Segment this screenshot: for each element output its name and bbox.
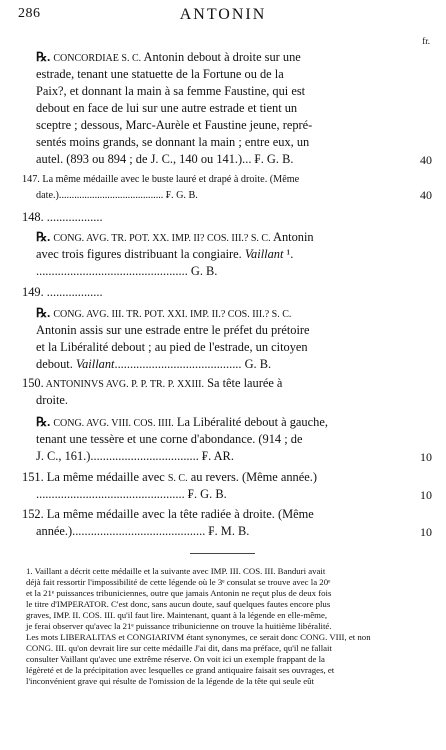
legend-text: CONG. AVG. VIII. COS. IIII.: [53, 418, 174, 429]
footnote-line: 1. Vaillant a décrit cette médaille et la suivante avec IMP. III. COS. III. Banduri avait: [26, 566, 326, 576]
reverse-symbol: ℞.: [36, 415, 51, 429]
entry-148-line-4: ................................................. G. B.: [36, 264, 218, 278]
footnote-divider: [190, 553, 255, 554]
page-title: ANTONIN: [179, 6, 267, 23]
page-number: 286: [18, 6, 41, 21]
footnote-line: et la 21ᵉ puissances tribuniciennes, outre que jamais Antonin ne reçut plus de deux fois: [26, 588, 332, 598]
entry-149-line-2: [36, 305, 291, 323]
entry-text: La Libéralité debout à gauche,: [173, 415, 328, 429]
footnote-line: Les mots LIBERALITAS et CONGIARIVM étant synonymes, ce serait donc CONG. VIII, et non: [26, 632, 371, 642]
entry-149-line-3: Antonin assis sur une estrade entre le préfet du prétoire: [36, 323, 310, 337]
entry-150-line-1: [22, 375, 282, 393]
footnote-ref: ¹.: [283, 247, 294, 261]
legend-text: CONG. AVG. III. TR. POT. XXI. IMP. II.? COS. III.? S. C.: [53, 309, 292, 320]
entry-151-line-2: ................................................ ₣. G. B.: [36, 487, 227, 501]
rarity-number: 10: [420, 450, 432, 464]
entry-text: au revers. (Même année.): [187, 470, 317, 484]
entry-text: avec trois figures distribuant la congiaire.: [36, 247, 245, 261]
rarity-number: 40: [420, 153, 432, 167]
entry-text: debout.: [36, 357, 76, 371]
entry-text: Antonin debout à droite sur une: [141, 50, 301, 64]
entry-146-line-1: [36, 49, 301, 67]
entry-149-line-1: 149. ..................: [22, 285, 103, 299]
entry-146-line-5: sceptre ; dessous, Marc-Aurèle et Faustine jeune, repré-: [36, 118, 313, 132]
legend-text: CONG. AVG. TR. POT. XX. IMP. II? COS. III.? S. C.: [53, 233, 271, 244]
footnote-line: déjà fait ressortir l'impossibilité de cette légende où le 3ᵉ consulat se trouve avec la 20ᵉ: [26, 577, 331, 587]
footnote-line: le titre d'IMPERATOR. C'est donc, sans aucun doute, sauf quelques fautes encore plus: [26, 599, 331, 609]
footnote-line: consulter Vaillant qu'avec une extrême réserve. On voit ici un exemple frappant de la: [26, 654, 325, 664]
entry-150-line-5: J. C., 161.)................................... ₣. AR.: [36, 449, 234, 463]
entry-text: Antonin: [270, 230, 314, 244]
entry-text: ......................................... G. B.: [114, 357, 272, 371]
entry-149-line-5: [36, 356, 271, 372]
footnote-line: graves, IMP. II. COS. III. qu'il faut lire. Maintenant, quant à la légende en elle-même,: [26, 610, 328, 620]
entry-148-line-1: 148. ..................: [22, 210, 103, 224]
rarity-number: 10: [420, 488, 432, 502]
reverse-symbol: ℞.: [36, 50, 51, 64]
footnote-line: l'inconvénient grave qui résulte de l'omission de la légende de la tête qui seule eût: [26, 676, 314, 686]
legend-text: ANTONINVS AVG. P. P. TR. P. XXIII.: [43, 379, 204, 390]
footnote-line: CONG. III. qu'on devrait lire sur cette médaille J'ai dit, dans ma préface, qu'il ne fallait: [26, 643, 332, 653]
entry-152-line-1: 152. La même médaille avec la tête radiée à droite. (Même: [22, 507, 314, 521]
author-name: Vaillant: [75, 357, 115, 371]
entry-146-line-4: debout en face de lui sur une autre estrade et tient un: [36, 101, 298, 115]
legend-text: S. C.: [167, 473, 188, 484]
entry-146-line-7: autel. (893 ou 894 ; de J. C., 140 ou 141.)... ₣. G. B.: [36, 152, 294, 166]
entry-151-line-1: [22, 469, 317, 487]
entry-text: 151. La même médaille avec: [22, 470, 168, 484]
entry-146-line-2: estrade, tenant une statuette de la Fortune ou de la: [36, 67, 284, 81]
column-label: fr.: [422, 36, 430, 46]
reverse-symbol: ℞.: [36, 230, 51, 244]
entry-152-line-2: année.)........................................... ₣. M. B.: [36, 524, 250, 538]
entry-150-line-3: [36, 414, 328, 432]
author-name: Vaillant: [244, 247, 284, 261]
reverse-symbol: ℞.: [36, 306, 51, 320]
rarity-number: 40: [420, 188, 432, 202]
footnote-line: je ferai observer qu'avec la 21ᵉ puissance tribunicienne on trouve la huitième libéralité.: [26, 621, 332, 631]
legend-text: CONCORDIAE S. C.: [53, 53, 142, 64]
rarity-number: 10: [420, 525, 432, 539]
entry-149-line-4: et la Libéralité debout ; au pied de l'estrade, un citoyen: [36, 340, 308, 354]
entry-147-line-2: date.)......................................... ₣. G. B.: [36, 190, 198, 201]
page-header: [0, 6, 446, 36]
entry-148-line-2: [36, 229, 314, 247]
entry-150-line-4: tenant une tessère et une corne d'abondance. (914 ; de: [36, 432, 303, 446]
footnote-line: légèreté et de la précipitation avec lesquelles ce grand antiquaire faisait ses ouvrages, et: [26, 665, 335, 675]
entry-number: 150.: [22, 376, 44, 390]
entry-146-line-6: sentés moins grands, se donnant la main ; entre eux, un: [36, 135, 310, 149]
entry-text: Sa tête laurée à: [204, 376, 283, 390]
entry-147-line-1: 147. La même médaille avec le buste lauré et drapé à droite. (Même: [22, 174, 300, 185]
entry-146-line-3: Paix?, et donnant la main à sa femme Faustine, qui est: [36, 84, 306, 98]
entry-148-line-3: [36, 246, 293, 262]
entry-150-line-2: droite.: [36, 393, 68, 407]
